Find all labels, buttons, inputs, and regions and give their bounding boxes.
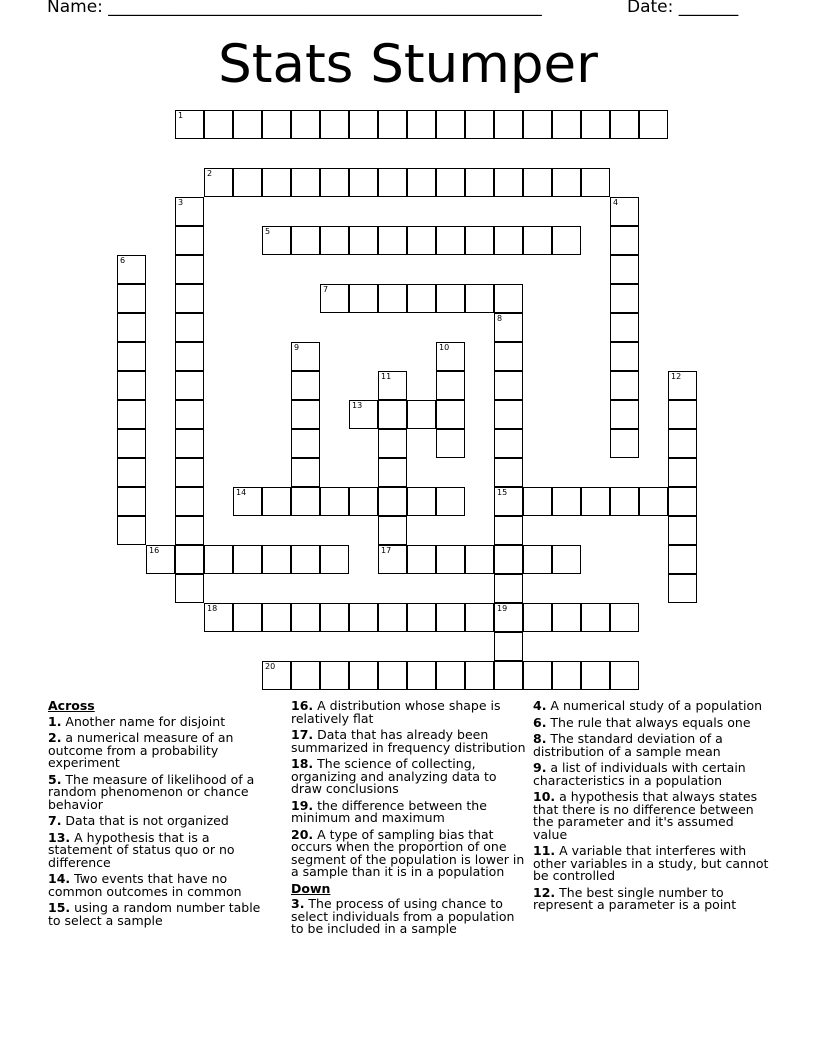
grid-cell[interactable] — [494, 661, 523, 690]
grid-cell[interactable] — [407, 284, 436, 313]
grid-cell[interactable] — [175, 574, 204, 603]
grid-cell[interactable] — [204, 168, 233, 197]
clue-item-text: A hypothesis that is a statement of status quo or no difference — [48, 829, 235, 870]
grid-cell[interactable] — [407, 110, 436, 139]
grid-cell[interactable] — [465, 661, 494, 690]
clue-number: 3 — [178, 198, 184, 207]
grid-cell[interactable] — [117, 313, 146, 342]
clue-item — [48, 829, 274, 870]
grid-cell[interactable] — [117, 516, 146, 545]
grid-cell[interactable] — [175, 313, 204, 342]
grid-cell[interactable] — [436, 661, 465, 690]
grid-cell[interactable] — [262, 487, 291, 516]
clue-item-text: the difference between the minimum and maximum — [291, 797, 487, 825]
clue-number: 12 — [671, 372, 682, 381]
grid-cell[interactable] — [494, 458, 523, 487]
grid-cell[interactable] — [320, 545, 349, 574]
grid-cell[interactable] — [581, 603, 610, 632]
grid-cell[interactable] — [117, 429, 146, 458]
grid-cell[interactable] — [378, 371, 407, 400]
grid-cell[interactable] — [175, 255, 204, 284]
grid-cell[interactable] — [262, 110, 291, 139]
clue-item-number: 17. — [291, 727, 314, 742]
grid-cell[interactable] — [291, 371, 320, 400]
grid-cell[interactable] — [117, 371, 146, 400]
grid-cell[interactable] — [407, 603, 436, 632]
grid-cell[interactable] — [552, 487, 581, 516]
clue-item-text: using a random number table to select a sample — [48, 900, 261, 928]
grid-cell[interactable] — [523, 661, 552, 690]
grid-cell[interactable] — [552, 661, 581, 690]
grid-cell[interactable] — [117, 342, 146, 371]
grid-cell[interactable] — [378, 458, 407, 487]
clue-item — [533, 714, 769, 730]
grid-cell[interactable] — [407, 226, 436, 255]
clue-item-number: 9. — [533, 760, 547, 775]
grid-cell[interactable] — [233, 603, 262, 632]
clue-item-number: 5. — [48, 771, 62, 787]
clue-number: 8 — [497, 314, 503, 323]
clue-item-number: 11. — [533, 843, 556, 858]
clue-item — [48, 771, 274, 812]
clue-item-text: A numerical study of a population — [546, 698, 763, 713]
clue-item — [291, 826, 527, 879]
grid-cell[interactable] — [175, 110, 204, 139]
grid-cell[interactable] — [668, 400, 697, 429]
clue-item — [48, 815, 274, 828]
grid-cell[interactable] — [175, 545, 204, 574]
grid-cell[interactable] — [378, 661, 407, 690]
grid-cell[interactable] — [465, 545, 494, 574]
clue-item — [48, 732, 274, 770]
clue-number: 17 — [381, 546, 392, 555]
grid-cell[interactable] — [436, 284, 465, 313]
grid-cell[interactable] — [639, 110, 668, 139]
section-heading: Across — [48, 698, 95, 713]
grid-cell[interactable] — [668, 429, 697, 458]
clue-item-text: a list of individuals with certain characteristics in a population — [533, 760, 746, 788]
grid-cell[interactable] — [581, 487, 610, 516]
grid-cell[interactable] — [378, 168, 407, 197]
grid-cell[interactable] — [291, 342, 320, 371]
grid-cell[interactable] — [494, 603, 523, 632]
grid-cell[interactable] — [494, 429, 523, 458]
grid-cell[interactable] — [233, 168, 262, 197]
clue-number: 13 — [352, 401, 363, 410]
grid-cell[interactable] — [610, 342, 639, 371]
clue-item-number: 16. — [291, 698, 314, 713]
page-title: Stats Stumper — [218, 34, 598, 95]
clue-number: 1 — [178, 111, 184, 120]
grid-cell[interactable] — [436, 487, 465, 516]
grid-cell[interactable] — [436, 226, 465, 255]
clue-number: 20 — [265, 662, 276, 671]
grid-cell[interactable] — [494, 313, 523, 342]
grid-cell[interactable] — [610, 371, 639, 400]
grid-cell[interactable] — [378, 400, 407, 429]
grid-cell[interactable] — [610, 313, 639, 342]
grid-cell[interactable] — [668, 574, 697, 603]
grid-cell[interactable] — [146, 545, 175, 574]
grid-cell[interactable] — [233, 545, 262, 574]
clue-number: 6 — [120, 256, 126, 265]
grid-cell[interactable] — [610, 197, 639, 226]
clue-item-text: A distribution whose shape is relatively flat — [291, 698, 501, 726]
grid-cell[interactable] — [320, 110, 349, 139]
grid-cell[interactable] — [407, 545, 436, 574]
grid-cell[interactable] — [610, 661, 639, 690]
grid-cell[interactable] — [349, 603, 378, 632]
grid-cell[interactable] — [204, 110, 233, 139]
grid-cell[interactable] — [175, 458, 204, 487]
grid-cell[interactable] — [378, 110, 407, 139]
clue-item — [533, 845, 769, 883]
clue-number: 16 — [149, 546, 160, 555]
grid-cell[interactable] — [349, 400, 378, 429]
grid-cell[interactable] — [349, 226, 378, 255]
clue-item — [533, 700, 769, 713]
grid-cell[interactable] — [436, 429, 465, 458]
clue-item-text: The rule that always equals one — [546, 714, 751, 730]
grid-cell[interactable] — [378, 429, 407, 458]
grid-cell[interactable] — [436, 342, 465, 371]
grid-cell[interactable] — [494, 284, 523, 313]
clue-item — [533, 791, 769, 841]
clue-item-number: 15. — [48, 900, 71, 915]
grid-cell[interactable] — [320, 168, 349, 197]
grid-cell[interactable] — [117, 284, 146, 313]
clue-item — [291, 758, 527, 796]
grid-cell[interactable] — [523, 226, 552, 255]
grid-cell[interactable] — [262, 168, 291, 197]
grid-cell[interactable] — [407, 168, 436, 197]
grid-cell[interactable] — [291, 603, 320, 632]
grid-cell[interactable] — [436, 168, 465, 197]
clue-column-1 — [48, 700, 274, 931]
grid-cell[interactable] — [349, 110, 378, 139]
grid-cell[interactable] — [378, 516, 407, 545]
grid-cell[interactable] — [581, 661, 610, 690]
grid-cell[interactable] — [320, 603, 349, 632]
clue-item-text: The best single number to represent a parameter is a point — [533, 884, 737, 912]
clue-number: 9 — [294, 343, 300, 352]
grid-cell[interactable] — [436, 400, 465, 429]
grid-cell[interactable] — [175, 400, 204, 429]
clue-number: 15 — [497, 488, 508, 497]
clue-item-number: 7. — [48, 813, 62, 828]
name-field-line: Name: ___________________________________________________ — [47, 0, 542, 17]
clue-item — [291, 729, 527, 754]
grid-cell[interactable] — [494, 226, 523, 255]
grid-cell[interactable] — [291, 168, 320, 197]
clue-item — [48, 873, 274, 898]
clue-number: 11 — [381, 372, 392, 381]
grid-cell[interactable] — [175, 342, 204, 371]
grid-cell[interactable] — [320, 487, 349, 516]
clue-item-text: Two events that have no common outcomes in common — [48, 871, 242, 899]
grid-cell[interactable] — [291, 226, 320, 255]
grid-cell[interactable] — [523, 110, 552, 139]
clue-item — [48, 902, 274, 927]
clue-item-text: A type of sampling bias that occurs when the proportion of one segment of the population is lower in a sample than it is in a population — [291, 826, 525, 879]
grid-cell[interactable] — [436, 110, 465, 139]
grid-cell[interactable] — [610, 429, 639, 458]
grid-cell[interactable] — [204, 603, 233, 632]
grid-cell[interactable] — [523, 487, 552, 516]
clue-item-number: 2. — [48, 730, 62, 745]
clue-item — [533, 884, 769, 912]
clue-item-number: 3. — [291, 896, 305, 911]
grid-cell[interactable] — [610, 226, 639, 255]
clue-item — [533, 762, 769, 787]
grid-cell[interactable] — [552, 168, 581, 197]
grid-cell[interactable] — [552, 545, 581, 574]
grid-cell[interactable] — [610, 487, 639, 516]
clue-item-text: The science of collecting, organizing and analyzing data to draw conclusions — [291, 756, 497, 796]
clue-item-text: Another name for disjoint — [61, 713, 226, 729]
grid-cell[interactable] — [610, 110, 639, 139]
clue-item-number: 4. — [533, 698, 547, 713]
grid-cell[interactable] — [610, 400, 639, 429]
clue-number: 19 — [497, 604, 508, 613]
clue-number: 10 — [439, 343, 450, 352]
grid-cell[interactable] — [175, 429, 204, 458]
grid-cell[interactable] — [436, 545, 465, 574]
clue-item-text: The process of using chance to select individuals from a population to be included in a sample — [291, 896, 515, 936]
grid-cell[interactable] — [494, 632, 523, 661]
clue-item-number: 12. — [533, 884, 556, 900]
grid-cell[interactable] — [320, 284, 349, 313]
grid-cell[interactable] — [581, 168, 610, 197]
grid-cell[interactable] — [262, 226, 291, 255]
grid-cell[interactable] — [668, 545, 697, 574]
clue-item-number: 13. — [48, 829, 71, 845]
section-heading: Down — [291, 880, 331, 896]
clue-column-3 — [533, 700, 769, 916]
grid-cell[interactable] — [552, 226, 581, 255]
grid-cell[interactable] — [494, 487, 523, 516]
grid-cell[interactable] — [291, 110, 320, 139]
grid-cell[interactable] — [320, 226, 349, 255]
clue-item-number: 18. — [291, 756, 314, 771]
grid-cell[interactable] — [465, 110, 494, 139]
grid-cell[interactable] — [668, 371, 697, 400]
clue-item-number: 10. — [533, 789, 556, 804]
grid-cell[interactable] — [175, 516, 204, 545]
clue-item-text: The measure of likelihood of a random phenomenon or chance behavior — [48, 771, 255, 812]
clue-column-2 — [291, 700, 527, 940]
grid-cell[interactable] — [175, 284, 204, 313]
grid-cell[interactable] — [610, 284, 639, 313]
clue-item-text: A variable that interferes with other variables in a study, but cannot be controlled — [533, 843, 769, 883]
grid-cell[interactable] — [436, 603, 465, 632]
clue-number: 7 — [323, 285, 329, 294]
grid-cell[interactable] — [291, 487, 320, 516]
grid-cell[interactable] — [262, 661, 291, 690]
clue-number: 4 — [613, 198, 619, 207]
grid-cell[interactable] — [523, 168, 552, 197]
clue-number: 5 — [265, 227, 271, 236]
grid-cell[interactable] — [233, 110, 262, 139]
grid-cell[interactable] — [320, 661, 349, 690]
grid-cell[interactable] — [378, 226, 407, 255]
grid-cell[interactable] — [610, 603, 639, 632]
grid-cell[interactable] — [175, 226, 204, 255]
grid-cell[interactable] — [291, 400, 320, 429]
clue-item-text: a hypothesis that always states that there is no difference between the parameter and it's assumed value — [533, 789, 758, 842]
clue-item — [291, 898, 527, 936]
grid-cell[interactable] — [291, 429, 320, 458]
clue-item — [291, 700, 527, 725]
grid-cell[interactable] — [407, 661, 436, 690]
grid-cell[interactable] — [117, 458, 146, 487]
clue-item-number: 6. — [533, 714, 547, 730]
grid-cell[interactable] — [494, 400, 523, 429]
clue-item — [533, 733, 769, 758]
grid-cell[interactable] — [349, 661, 378, 690]
grid-cell[interactable] — [610, 255, 639, 284]
grid-cell[interactable] — [465, 603, 494, 632]
grid-cell[interactable] — [668, 487, 697, 516]
grid-cell[interactable] — [378, 284, 407, 313]
grid-cell[interactable] — [465, 226, 494, 255]
grid-cell[interactable] — [262, 603, 291, 632]
grid-cell[interactable] — [175, 371, 204, 400]
grid-cell[interactable] — [378, 545, 407, 574]
clue-item-number: 8. — [533, 731, 547, 746]
clue-number: 2 — [207, 169, 213, 178]
grid-cell[interactable] — [291, 545, 320, 574]
clue-item-number: 20. — [291, 826, 314, 842]
grid-cell[interactable] — [349, 168, 378, 197]
clue-item-text: a numerical measure of an outcome from a probability experiment — [48, 730, 234, 770]
grid-cell[interactable] — [494, 545, 523, 574]
grid-cell[interactable] — [291, 661, 320, 690]
clue-item-number: 1. — [48, 713, 62, 729]
clue-item-number: 14. — [48, 871, 71, 886]
grid-cell[interactable] — [407, 400, 436, 429]
grid-cell[interactable] — [378, 487, 407, 516]
grid-cell[interactable] — [552, 603, 581, 632]
grid-cell[interactable] — [117, 487, 146, 516]
grid-cell[interactable] — [117, 400, 146, 429]
grid-cell[interactable] — [668, 458, 697, 487]
grid-cell[interactable] — [465, 168, 494, 197]
grid-cell[interactable] — [117, 255, 146, 284]
grid-cell[interactable] — [494, 342, 523, 371]
grid-cell[interactable] — [291, 458, 320, 487]
grid-cell[interactable] — [494, 168, 523, 197]
clue-item — [291, 797, 527, 825]
grid-cell[interactable] — [523, 603, 552, 632]
grid-cell[interactable] — [465, 284, 494, 313]
grid-cell[interactable] — [668, 516, 697, 545]
grid-cell[interactable] — [233, 487, 262, 516]
grid-cell[interactable] — [494, 574, 523, 603]
grid-cell[interactable] — [494, 516, 523, 545]
grid-cell[interactable] — [523, 545, 552, 574]
clue-item-text: The standard deviation of a distribution of a sample mean — [533, 731, 723, 759]
grid-cell[interactable] — [494, 371, 523, 400]
grid-cell[interactable] — [175, 487, 204, 516]
clue-item-number: 19. — [291, 797, 314, 813]
clue-number: 18 — [207, 604, 218, 613]
clue-item-text: Data that is not organized — [61, 813, 229, 828]
clue-number: 14 — [236, 488, 247, 497]
clue-item-text: Data that has already been summarized in frequency distribution — [291, 727, 526, 755]
grid-cell[interactable] — [552, 110, 581, 139]
grid-cell[interactable] — [204, 545, 233, 574]
date-field-line: Date: _______ — [627, 0, 739, 17]
grid-cell[interactable] — [494, 110, 523, 139]
clue-item — [48, 713, 274, 729]
grid-cell[interactable] — [407, 487, 436, 516]
grid-cell[interactable] — [581, 110, 610, 139]
grid-cell[interactable] — [262, 545, 291, 574]
grid-cell[interactable] — [175, 197, 204, 226]
grid-cell[interactable] — [349, 284, 378, 313]
grid-cell[interactable] — [436, 371, 465, 400]
grid-cell[interactable] — [639, 487, 668, 516]
grid-cell[interactable] — [349, 487, 378, 516]
grid-cell[interactable] — [378, 603, 407, 632]
